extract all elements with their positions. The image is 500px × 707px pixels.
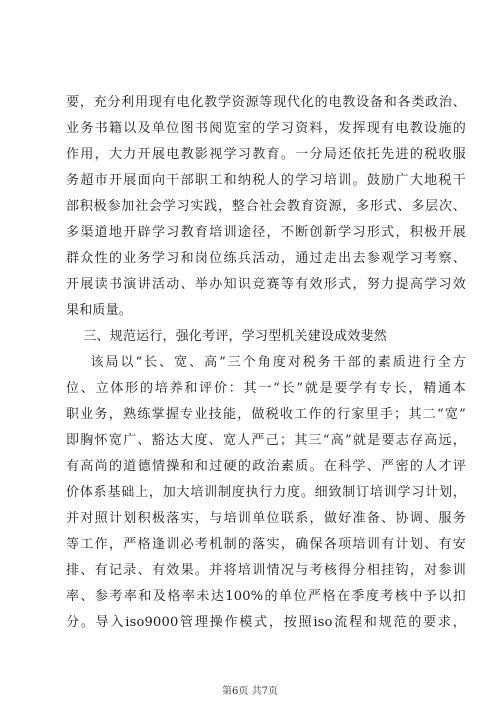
text-line: 排、有记录、有效果。并将培训情况与考核得分相挂钩，对参训 — [66, 563, 466, 578]
page-number-footer: 第6页 共7页 — [222, 686, 278, 697]
text-line: 业务书籍以及单位图书阅览室的学习资料，发挥现有电教设施的 — [66, 121, 466, 136]
text-line: 价体系基础上，加大培训制度执行力度。细致制订培训学习计划， — [66, 485, 466, 500]
text-line: 群众性的业务学习和岗位练兵活动，通过走出去参观学习考察、 — [66, 251, 466, 266]
text-line: 果和质量。 — [66, 303, 133, 318]
text-line: 等工作，严格逢训必考机制的落实，确保各项培训有计划、有安 — [66, 537, 466, 552]
body-text — [66, 90, 466, 636]
text-line: 作用，大力开展电教影视学习教育。一分局还依托先进的税收服 — [66, 147, 466, 162]
text-line: 多渠道地开辟学习教育培训途径，不断创新学习形式，积极开展 — [66, 225, 466, 240]
text-line: 位、立体形的培养和评价：其一“长”就是要学有专长，精通本 — [66, 381, 466, 396]
text-line: 该局以“长、宽、高”三个角度对税务干部的素质进行全方 — [66, 355, 466, 370]
text-line: 分。导入iso9000管理操作模式，按照iso流程和规范的要求， — [66, 615, 466, 630]
text-line: 要，充分利用现有电化教学资源等现代化的电教设备和各类政治、 — [66, 95, 466, 110]
text-line: 开展读书演讲活动、举办知识竞赛等有效形式，努力提高学习效 — [66, 277, 466, 292]
text-line: 率、参考率和及格率未达100%的单位严格在季度考核中予以扣 — [66, 589, 466, 604]
text-line: 务超市开展面向干部职工和纳税人的学习培训。鼓励广大地税干 — [66, 173, 466, 188]
text-line: 即胸怀宽广、豁达大度、宽人严己；其三“高”就是要志存高远， — [66, 433, 466, 448]
text-line: 有高尚的道德情操和和过硬的政治素质。在科学、严密的人才评 — [66, 459, 466, 474]
text-line: 职业务，熟练掌握专业技能，做税收工作的行家里手；其二“宽” — [66, 407, 466, 422]
text-line: 并对照计划积极落实，与培训单位联系，做好准备、协调、服务 — [66, 511, 466, 526]
section-heading: 三、规范运行，强化考评，学习型机关建设成效斐然 — [66, 329, 387, 344]
text-line: 部积极参加社会学习实践，整合社会教育资源，多形式、多层次、 — [66, 199, 466, 214]
